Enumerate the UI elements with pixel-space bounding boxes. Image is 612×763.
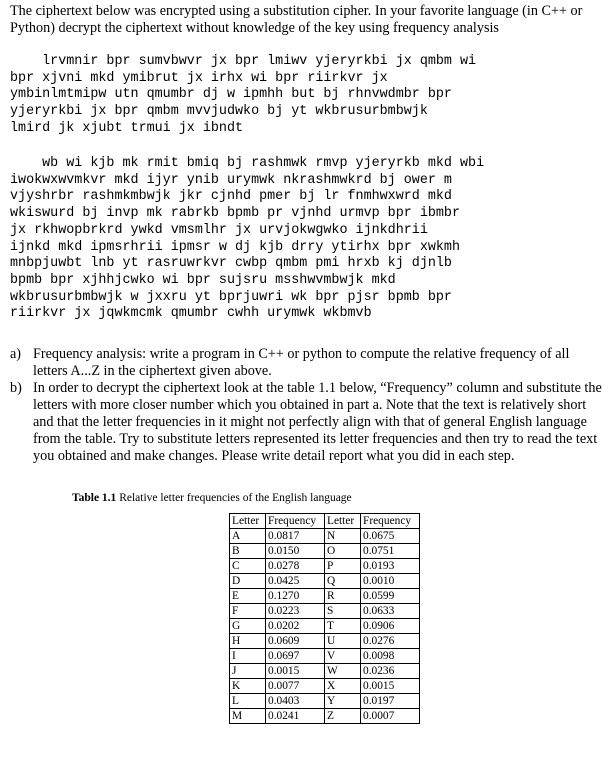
table-header-row [230, 514, 420, 529]
cell-frequency-1: 0.0403 [266, 694, 325, 709]
cell-frequency-1: 0.0223 [266, 604, 325, 619]
cell-frequency-2: 0.0751 [361, 544, 420, 559]
cell-frequency-2: 0.0633 [361, 604, 420, 619]
cell-letter-1: F [230, 604, 266, 619]
cell-letter-2: W [325, 664, 361, 679]
intro-text: The ciphertext below was encrypted using a substitution cipher. In your favorite language (in C++ or Python) decrypt the ciphertext without knowledge of the key using frequency analysis [10, 3, 583, 36]
cell-frequency-1: 0.0202 [266, 619, 325, 634]
cell-letter-1: J [230, 664, 266, 679]
frequency-table [229, 513, 420, 724]
cell-frequency-2: 0.0906 [361, 619, 420, 634]
cell-letter-2: Z [325, 709, 361, 724]
cell-frequency-1: 0.0150 [266, 544, 325, 559]
header-letter-2: Letter [325, 514, 361, 529]
cell-letter-2: Q [325, 574, 361, 589]
cell-frequency-2: 0.0236 [361, 664, 420, 679]
cell-letter-1: A [230, 529, 266, 544]
cell-letter-1: D [230, 574, 266, 589]
cell-frequency-1: 0.0817 [266, 529, 325, 544]
cell-frequency-1: 0.0425 [266, 574, 325, 589]
ciphertext-paragraph-2: wb wi kjb mk rmit bmiq bj rashmwk rmvp yjeryrkb mkd wbi iwokwxwvmkvr mkd ijyr ynib urymwk nkrashmwkrd bj ower m vjyshrbr rashmkmbwjk jkr cjnhd pmer bj lr fnmhwxwrd mkd wkiswurd bj invp mk rabrkb bpmb pr vjnhd urmvp bpr ibmbr jx rkhwopbrkrd ywkd vmsmlhr jx urvjokwgwko ijnkdhrii ijnkd mkd ipmsrhrii ipmsr w dj kjb drry ytirhx bpr xwkmh mnbpjuwbt lnb yt rasruwrkvr cwbp qmbm pmi hrxb kj djnlb bpmb bpr xjhhjcwko wi bpr sujsru msshwvmbwjk mkd wkbrusurbmbwjk w jxxru yt bprjuwri wk bpr pjsr bpmb bpr riirkvr jx jqwkmcmk qmumbr cwhh urymwk wkbmvb [10, 156, 485, 322]
cell-letter-1: G [230, 619, 266, 634]
cell-letter-1: C [230, 559, 266, 574]
cell-letter-2: T [325, 619, 361, 634]
cell-frequency-2: 0.0010 [361, 574, 420, 589]
table-row [230, 559, 420, 574]
table-row [230, 709, 420, 724]
cell-frequency-1: 0.0609 [266, 634, 325, 649]
ciphertext-paragraph-1: lrvmnir bpr sumvbwvr jx bpr lmiwv yjeryrkbi jx qmbm wi bpr xjvni mkd ymibrut jx irhx wi bpr riirkvr jx ymbinlmtmipw utn qmumbr dj w ipmhh but bj rhnvwdmbr bpr yjeryrkbi jx bpr qmbm mvvjudwko bj yt wkbrusurbmbwjk lmird jk xjubt trmui jx ibndt [10, 54, 477, 136]
cell-letter-2: V [325, 649, 361, 664]
cell-letter-1: L [230, 694, 266, 709]
header-frequency-1: Frequency [266, 514, 325, 529]
cell-frequency-2: 0.0675 [361, 529, 420, 544]
question-a-text: Frequency analysis: write a program in C++ or python to compute the relative frequency of all letters A...Z in the ciphertext given above. [33, 346, 570, 379]
cell-frequency-2: 0.0193 [361, 559, 420, 574]
table-row [230, 544, 420, 559]
table-row [230, 679, 420, 694]
cell-frequency-2: 0.0599 [361, 589, 420, 604]
cell-frequency-1: 0.0241 [266, 709, 325, 724]
question-b-text: In order to decrypt the ciphertext look at the table 1.1 below, “Frequency” column and substitute the letters with more closer number which you obtained in part a. Note that the text is relatively short and that the letter frequencies in it might not perfectly align with that of general English language from the table. Try to substitute letters represented its letter frequencies and then try to read the text you obtained and make changes. Please write detail report what you did in each step. [33, 380, 602, 464]
table-row [230, 649, 420, 664]
cell-frequency-1: 0.0697 [266, 649, 325, 664]
table-row [230, 634, 420, 649]
cell-letter-2: R [325, 589, 361, 604]
cell-frequency-2: 0.0015 [361, 679, 420, 694]
cell-frequency-1: 0.0278 [266, 559, 325, 574]
cell-letter-2: S [325, 604, 361, 619]
table-row [230, 694, 420, 709]
question-list [10, 346, 606, 465]
cell-letter-1: I [230, 649, 266, 664]
table-row [230, 589, 420, 604]
cell-letter-2: U [325, 634, 361, 649]
cell-letter-2: P [325, 559, 361, 574]
cell-frequency-2: 0.0098 [361, 649, 420, 664]
cell-letter-1: K [230, 679, 266, 694]
cell-letter-2: X [325, 679, 361, 694]
cell-letter-1: B [230, 544, 266, 559]
table-caption-text: Relative letter frequencies of the English language [119, 492, 352, 504]
question-b-mark: b) [10, 380, 22, 396]
cell-frequency-2: 0.0007 [361, 709, 420, 724]
cell-letter-1: E [230, 589, 266, 604]
table-body [230, 529, 420, 724]
question-a [10, 346, 606, 380]
header-letter-1: Letter [230, 514, 266, 529]
header-frequency-2: Frequency [361, 514, 420, 529]
cell-frequency-2: 0.0197 [361, 694, 420, 709]
cell-frequency-1: 0.1270 [266, 589, 325, 604]
table-caption-label: Table 1.1 [72, 492, 117, 504]
question-a-mark: a) [10, 346, 22, 362]
cell-letter-2: Y [325, 694, 361, 709]
question-b [10, 380, 606, 465]
cell-frequency-2: 0.0276 [361, 634, 420, 649]
table-row [230, 619, 420, 634]
table-row [230, 604, 420, 619]
table-row [230, 529, 420, 544]
cell-frequency-1: 0.0015 [266, 664, 325, 679]
cell-letter-1: H [230, 634, 266, 649]
table-row [230, 664, 420, 679]
cell-letter-1: M [230, 709, 266, 724]
cell-frequency-1: 0.0077 [266, 679, 325, 694]
cell-letter-2: O [325, 544, 361, 559]
table-row [230, 574, 420, 589]
cell-letter-2: N [325, 529, 361, 544]
table-caption [72, 492, 352, 504]
